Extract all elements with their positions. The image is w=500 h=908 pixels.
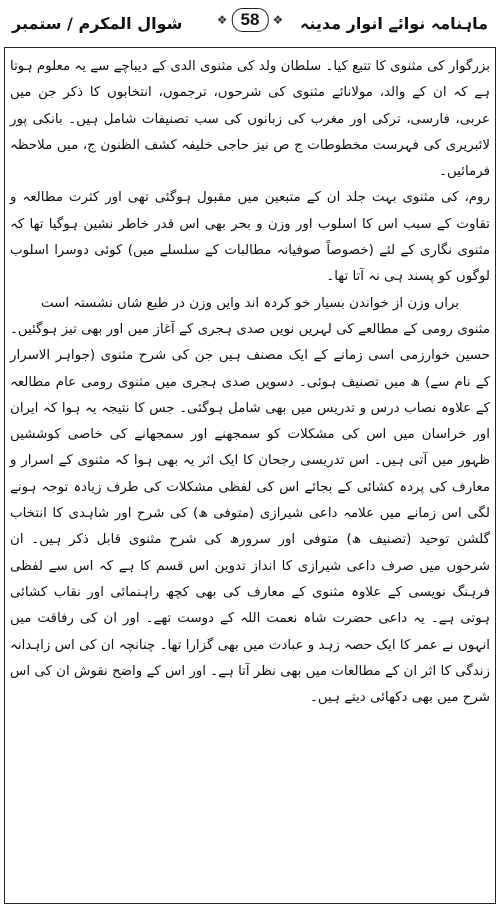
ornament-icon: ❖	[272, 13, 284, 27]
paragraph: روم، کی مثنوی بہت جلد ان کے متبعین میں مقبول ہوگئی تھی اور کثرت مطالعہ و تقاوت کے سبب اس کا اسلوب اور وزن و بحر بھی اس قدر خاطر نشین ہوگیا تھا کہ مثنوی نگاری کے لئے (خصوصاً صوفیانہ مطالبات کے سلسلے میں) کوئی دوسرا اسلوب لوگوں کو پسند ہی نہ آتا تھا۔	[10, 190, 490, 285]
article-body	[10, 54, 490, 711]
persian-verse: براں وزن از خواندن بسیار خو کردہ اند وایں وزن در طبع شاں نشستہ است	[40, 295, 460, 311]
paragraph: بزرگوار کی مثنوی کا تتبع کیا۔ سلطان ولد کی مثنوی الدی کے دیباچے سے یہ معلوم ہوتا ہے کہ ان کے والد، مولانائے مثنوی کی شرحوں، ترجموں، انتخابوں کا ذکر جن میں عربی، فارسی، ترکی اور مغرب کی زبانوں کی سب تصنیفات شامل ہیں۔ بانکی پور لائبریری کی فہرست مخطوطات ج ص نیز حاجی خلیفہ کشف الظنون ج، میں ملاحظہ فرمائیں۔	[10, 59, 490, 180]
magazine-title: ماہنامہ نوائے انوار مدینہ	[299, 13, 488, 33]
page-number: 58	[232, 8, 269, 32]
ornament-icon: ❖	[216, 13, 228, 27]
issue-date: شوال المکرم / ستمبر	[12, 13, 183, 33]
page-number-badge	[217, 8, 283, 32]
paragraph: مثنوی رومی کے مطالعے کی لہریں نویں صدی ہجری کے آغاز میں اور بھی تیز ہوگئیں۔ حسین خوارزمی اسی زمانے کے ایک مصنف ہیں جن کی شرح مثنوی (جواہر الاسرار کے نام سے) ھ میں تصنیف ہوئی۔ دسویں صدی ہجری میں مثنوی رومی عام مطالعہ کے علاوہ نصاب درس و تدریس میں بھی شامل ہوگئی۔ جس کا نتیجہ یہ ہوا کہ ایران اور خراسان میں اس کی مشکلات کو سمجھنے اور سمجھانے کی خاصی کوششیں ظہور میں آتی ہیں۔ اس تدریسی رجحان کا ایک اثر یہ بھی ہوا کہ مثنوی کے اسرار و معارف کی پردہ کشائی کے بجائے اس کی لفظی مشکلات کی طرف زیادہ توجہ ہونے لگی اس زمانے میں علامہ داعی شیرازی (متوفی ھ) کی شرح اور شاہدی کا انتخاب گلشن توحید (تصنیف ھ) متوفی اور سرورھ کی شرح مثنوی قابل ذکر ہیں۔ ان شرحوں میں صرف داعی شیرازی کا انداز تدوین اس قسم کا ہے کہ اس سے لفظی فرہنگ نویسی کے علاوہ مثنوی کے معارف کی بھی کچھ راہنمائی اور نقاب کشائی ہوتی ہے۔ یہ داعی حضرت شاہ نعمت اللہ کے دوست تھے۔ اور ان کی رفاقت میں انہوں نے عمر کا ایک حصہ زہد و عبادت میں بھی گزارا تھا۔ چنانچہ ان کی اس زاہدانہ زندگی کا اثر ان کے مطالعات میں بھی نظر آتا ہے۔ اور اس کے واضح نقوش ان کی اس شرح میں بھی دکھائی دیتے ہیں۔	[10, 321, 490, 706]
